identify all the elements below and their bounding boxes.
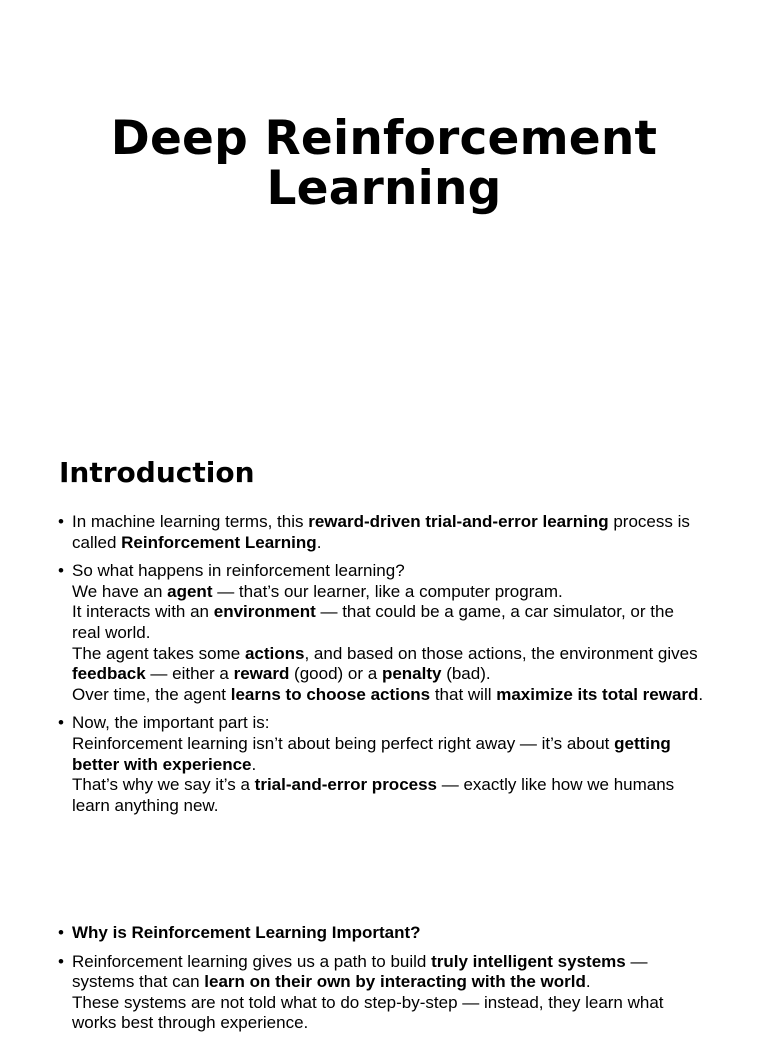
bullet-line xyxy=(72,533,718,554)
bullet-line xyxy=(72,664,718,685)
text-run: real world. xyxy=(72,622,151,642)
bullet-item xyxy=(58,713,718,816)
text-run: Now, the important part is: xyxy=(72,713,270,733)
bullet-line xyxy=(72,952,718,973)
slide-title-line-2: Learning xyxy=(266,161,502,216)
bold-text: trial-and-error process xyxy=(254,775,438,795)
bullet-item xyxy=(58,561,718,705)
bullet-line xyxy=(72,685,718,706)
text-run: In machine learning terms, this xyxy=(72,512,309,531)
text-run: . xyxy=(316,532,322,552)
bold-text: reward xyxy=(233,664,290,684)
slide-title-line-1: Deep Reinforcement xyxy=(110,111,658,166)
text-run: Reinforcement learning isn’t about being perfect right away — it’s about xyxy=(72,733,615,753)
bullet-item xyxy=(58,952,718,1034)
why-bullet-list xyxy=(58,923,718,1042)
bullet-line xyxy=(72,796,718,817)
bold-text: Why is Reinforcement Learning Important? xyxy=(72,923,421,942)
text-run: (good) or a xyxy=(289,664,382,684)
text-run: that will xyxy=(430,684,497,704)
text-run: These systems are not told what to do step-by-step — instead, they learn what xyxy=(72,992,664,1012)
bullet-line xyxy=(72,972,718,993)
text-run: That’s why we say it’s a xyxy=(72,775,255,795)
text-run: It interacts with an xyxy=(72,602,214,622)
text-run: Over time, the agent xyxy=(72,684,231,704)
text-run: — xyxy=(625,951,648,971)
text-run: — exactly like how we humans xyxy=(437,775,675,795)
section-heading: Introduction xyxy=(59,456,255,489)
bold-text: environment xyxy=(213,602,316,622)
text-run: . xyxy=(698,684,704,704)
bullet-line xyxy=(72,644,718,665)
bullet-line xyxy=(72,602,718,623)
bold-text: learn on their own by interacting with the world xyxy=(204,972,586,992)
bold-text: truly intelligent systems xyxy=(431,951,626,971)
bullet-line xyxy=(72,623,718,644)
bold-text: Reinforcement Learning xyxy=(121,532,317,552)
text-run: called xyxy=(72,532,122,552)
bullet-line xyxy=(72,512,718,533)
text-run: . xyxy=(585,972,591,992)
text-run: So what happens in reinforcement learning? xyxy=(72,561,405,581)
bold-text: getting xyxy=(614,733,671,753)
text-run: Reinforcement learning gives us a path to build xyxy=(72,951,432,971)
bullet-item xyxy=(58,923,718,944)
bullet-item xyxy=(58,512,718,553)
text-run: The agent takes some xyxy=(72,643,245,663)
bold-text: agent xyxy=(167,581,213,601)
slide-title xyxy=(0,111,768,216)
bullet-line xyxy=(72,993,718,1014)
bold-text: learns to choose actions xyxy=(230,684,431,704)
bullet-line xyxy=(72,755,718,776)
bold-text: feedback xyxy=(72,664,146,684)
text-run: . xyxy=(251,754,257,774)
bullet-line xyxy=(72,734,718,755)
bullet-line xyxy=(72,923,718,944)
bullet-line xyxy=(72,582,718,603)
bullet-line xyxy=(72,775,718,796)
text-run: — either a xyxy=(145,664,234,684)
bold-text: actions xyxy=(244,643,305,663)
text-run: works best through experience. xyxy=(72,1013,309,1033)
text-run: , and based on those actions, the environment gives xyxy=(304,643,698,663)
intro-bullet-list xyxy=(58,512,718,824)
bold-text: penalty xyxy=(381,664,442,684)
text-run: — that’s our learner, like a computer program. xyxy=(212,581,563,601)
text-run: (bad). xyxy=(441,664,491,684)
text-run: systems that can xyxy=(72,972,205,992)
bold-text: maximize its total reward xyxy=(496,684,699,704)
text-run: learn anything new. xyxy=(72,795,219,815)
bold-text: better with experience xyxy=(72,754,252,774)
text-run: We have an xyxy=(72,581,168,601)
text-run: process is xyxy=(608,512,690,531)
text-run: — that could be a game, a car simulator, or the xyxy=(315,602,674,622)
bold-text: reward-driven trial-and-error learning xyxy=(308,512,609,531)
bullet-line xyxy=(72,713,718,734)
bullet-line xyxy=(72,561,718,582)
